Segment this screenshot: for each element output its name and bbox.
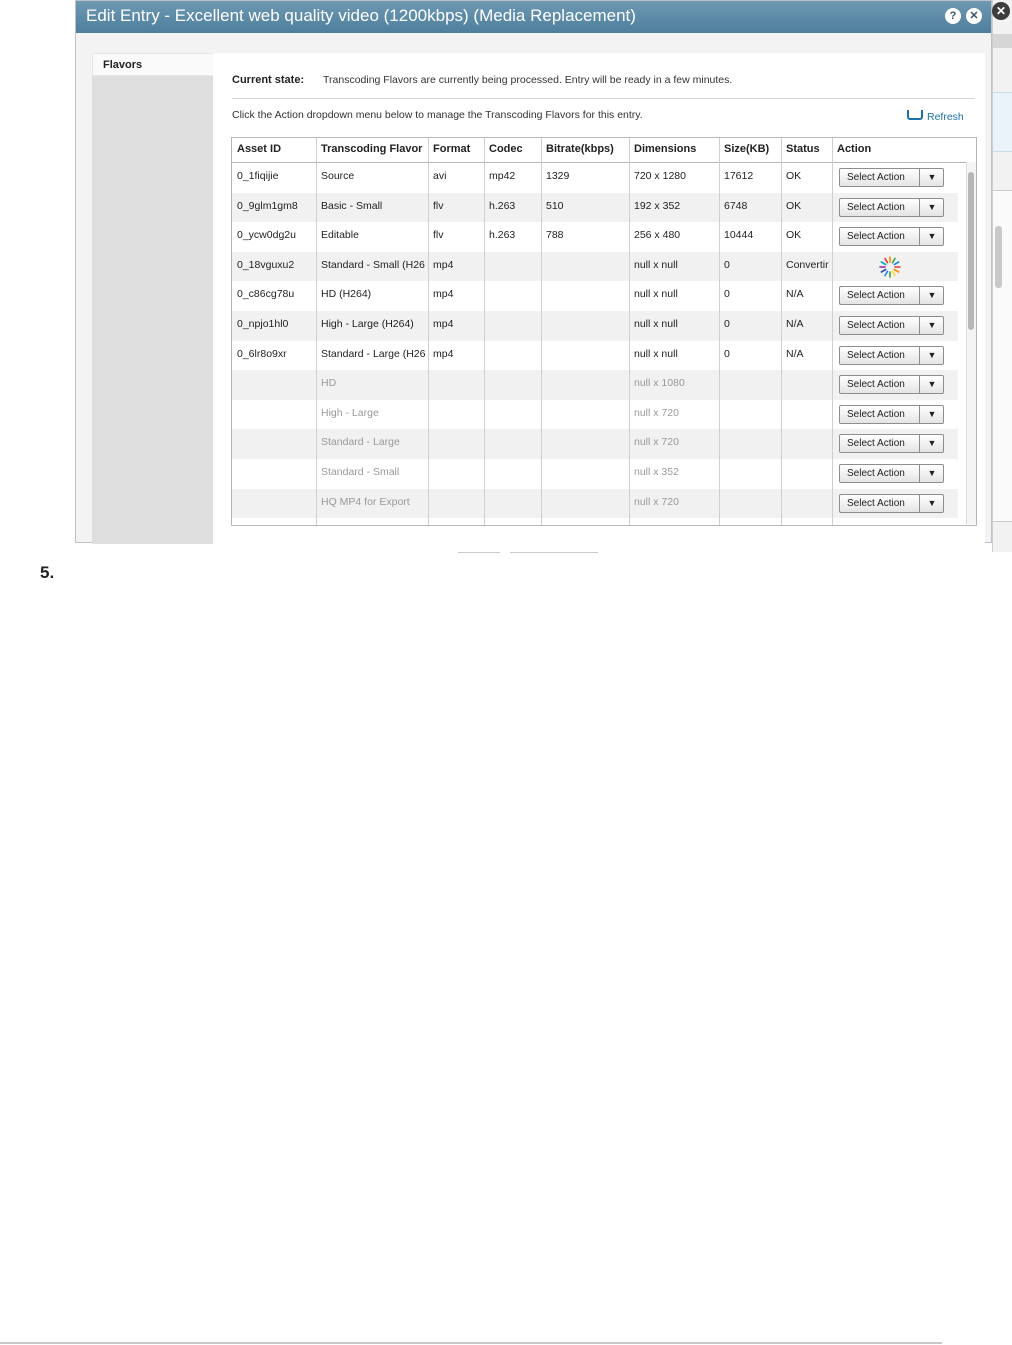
cell-asset-id: 0_6lr8o9xr — [237, 347, 287, 360]
column-header[interactable]: Status — [786, 143, 820, 155]
background-toolbar — [993, 34, 1012, 48]
cell-bitrate: 788 — [546, 229, 564, 242]
cell-asset-id: 0_18vguxu2 — [237, 258, 295, 271]
select-action-label: Select Action — [847, 349, 905, 361]
cell-codec: h.263 — [489, 229, 516, 242]
select-action-dropdown[interactable] — [839, 198, 944, 217]
current-state-text: Transcoding Flavors are currently being processed. Entry will be ready in a few minutes. — [323, 74, 733, 86]
select-action-label: Select Action — [847, 468, 905, 479]
cell-asset-id: 0_9glm1gm8 — [237, 199, 298, 212]
column-header[interactable]: Action — [837, 143, 872, 155]
cell-flavor: High - Large — [321, 406, 379, 419]
column-divider — [428, 138, 429, 525]
chevron-down-icon[interactable]: ▼ — [919, 287, 944, 304]
table-row — [232, 370, 958, 400]
cell-dimensions: null x null — [634, 258, 678, 271]
chevron-down-icon[interactable]: ▼ — [919, 406, 944, 423]
refresh-icon — [907, 110, 923, 120]
cell-status: OK — [786, 229, 802, 242]
table-row — [232, 193, 958, 223]
select-action-label: Select Action — [847, 201, 905, 213]
select-action-dropdown[interactable] — [839, 168, 944, 187]
divider — [232, 98, 975, 99]
cell-dimensions: 192 x 352 — [634, 199, 681, 212]
cell-size: 17612 — [724, 170, 754, 182]
table-row — [232, 459, 958, 489]
cell-dimensions: null x 720 — [634, 406, 679, 419]
cell-size: 10444 — [724, 229, 754, 242]
table-row — [232, 252, 958, 282]
table-row — [232, 281, 958, 311]
cell-flavor: Source — [321, 170, 355, 182]
select-action-dropdown[interactable] — [839, 346, 944, 365]
cell-size: 0 — [724, 258, 730, 271]
select-action-label: Select Action — [847, 172, 905, 183]
column-header[interactable]: Transcoding Flavor — [321, 143, 423, 155]
cell-format: flv — [433, 229, 444, 242]
dialog-sidebar — [92, 53, 213, 544]
cell-status: N/A — [786, 318, 804, 330]
table-row — [232, 163, 958, 193]
cell-flavor: HQ MP4 for Export — [321, 495, 410, 508]
background-scrollbar[interactable] — [995, 226, 1002, 288]
table-row — [232, 311, 958, 341]
chevron-down-icon[interactable]: ▼ — [919, 465, 944, 482]
refresh-link[interactable] — [907, 111, 964, 123]
edit-entry-dialog — [75, 0, 992, 543]
dialog-title: Edit Entry - Excellent web quality video (1200kbps) (Media Replacement) — [86, 6, 636, 25]
cell-dimensions: 720 x 1280 — [634, 170, 686, 182]
flavors-panel — [213, 53, 985, 544]
cell-dimensions: null x null — [634, 347, 678, 360]
cell-dimensions: null x 720 — [634, 495, 679, 508]
cell-size: 0 — [724, 288, 730, 301]
select-action-label: Select Action — [847, 290, 905, 302]
background-application — [992, 0, 1012, 552]
background-close-icon[interactable]: ✕ — [992, 2, 1010, 20]
cell-flavor: HD (H264) — [321, 288, 372, 301]
chevron-down-icon[interactable]: ▼ — [919, 317, 944, 334]
cell-asset-id: 0_ycw0dg2u — [237, 229, 296, 242]
chevron-down-icon[interactable]: ▼ — [919, 199, 944, 216]
select-action-dropdown[interactable] — [839, 316, 944, 335]
cell-dimensions: null x 720 — [634, 436, 679, 449]
cell-flavor: Standard - Small (H26 — [321, 258, 425, 271]
cell-flavor: High - Large (H264) — [321, 318, 414, 330]
column-divider — [832, 138, 833, 525]
cell-flavor: Standard - Large (H26 — [321, 347, 426, 360]
step-number: 5. — [40, 563, 55, 582]
table-row — [232, 489, 958, 519]
current-state-label: Current state: — [232, 74, 305, 86]
cell-status: OK — [786, 199, 802, 212]
cell-size: 0 — [724, 318, 730, 330]
background-info-panel — [993, 92, 1012, 152]
cell-bitrate: 1329 — [546, 170, 570, 182]
close-icon[interactable]: ✕ — [966, 8, 982, 24]
column-header[interactable]: Asset ID — [237, 143, 282, 155]
cell-flavor: Editable — [321, 229, 359, 242]
help-icon[interactable]: ? — [945, 8, 961, 24]
cell-bitrate: 510 — [546, 199, 564, 212]
select-action-dropdown[interactable] — [839, 464, 944, 483]
select-action-label: Select Action — [847, 379, 905, 391]
cell-flavor: Standard - Small — [321, 466, 400, 478]
page-divider — [0, 1342, 942, 1344]
select-action-dropdown[interactable] — [839, 375, 944, 394]
select-action-dropdown[interactable] — [839, 227, 944, 246]
column-divider — [781, 138, 782, 525]
column-divider — [629, 138, 630, 525]
column-header[interactable]: Bitrate(kbps) — [546, 143, 614, 155]
cell-format: mp4 — [433, 347, 454, 360]
chevron-down-icon[interactable]: ▼ — [919, 495, 944, 512]
table-row — [232, 400, 958, 430]
spinner-icon — [878, 255, 902, 279]
cell-format: mp4 — [433, 258, 454, 271]
select-action-dropdown[interactable] — [839, 286, 944, 305]
cell-size: 0 — [724, 347, 730, 360]
cell-status: N/A — [786, 347, 804, 360]
column-divider — [316, 138, 317, 525]
select-action-label: Select Action — [847, 231, 905, 243]
cell-status: N/A — [786, 288, 804, 301]
cell-asset-id: 0_c86cg78u — [237, 288, 295, 301]
select-action-dropdown[interactable] — [839, 494, 944, 513]
chevron-down-icon[interactable]: ▼ — [919, 169, 944, 186]
chevron-down-icon[interactable]: ▼ — [919, 435, 944, 452]
select-action-label: Select Action — [847, 408, 905, 420]
table-row — [232, 341, 958, 371]
table-header — [232, 138, 976, 163]
select-action-dropdown[interactable] — [839, 434, 944, 453]
chevron-down-icon[interactable]: ▼ — [919, 347, 944, 364]
dialog-footer-remnant — [458, 552, 598, 553]
select-action-label: Select Action — [847, 438, 905, 450]
select-action-dropdown[interactable] — [839, 405, 944, 424]
table-row — [232, 429, 958, 459]
chevron-down-icon[interactable]: ▼ — [919, 228, 944, 245]
cell-dimensions: null x 352 — [634, 466, 679, 478]
cell-status: Convertir — [786, 258, 829, 271]
column-header[interactable]: Dimensions — [634, 143, 697, 155]
table-scrollbar[interactable] — [966, 162, 976, 524]
cell-codec: h.263 — [489, 199, 516, 212]
flavors-table — [231, 137, 977, 526]
instructions-text: Click the Action dropdown menu below to manage the Transcoding Flavors for this entry. — [232, 109, 643, 121]
chevron-down-icon[interactable]: ▼ — [919, 376, 944, 393]
select-action-label: Select Action — [847, 320, 905, 331]
cell-dimensions: 256 x 480 — [634, 229, 681, 242]
cell-codec: mp42 — [489, 170, 516, 182]
cell-format: flv — [433, 199, 444, 212]
select-action-label: Select Action — [847, 497, 905, 509]
cell-flavor: Standard - Large — [321, 436, 400, 449]
cell-dimensions: null x null — [634, 318, 678, 330]
tab-flavors[interactable]: Flavors — [92, 53, 213, 76]
cell-flavor: Basic - Small — [321, 199, 383, 212]
cell-status: OK — [786, 170, 802, 182]
cell-format: avi — [433, 170, 447, 182]
cell-format: mp4 — [433, 288, 454, 301]
cell-flavor: HD — [321, 377, 337, 390]
table-row — [232, 222, 958, 252]
column-divider — [484, 138, 485, 525]
cell-asset-id: 0_1fiqijie — [237, 170, 279, 182]
column-header[interactable]: Codec — [489, 143, 523, 155]
cell-format: mp4 — [433, 318, 454, 330]
cell-dimensions: null x null — [634, 288, 678, 301]
column-header[interactable]: Size(KB) — [724, 143, 770, 155]
scrollbar-thumb[interactable] — [968, 172, 974, 330]
cell-dimensions: null x 1080 — [634, 377, 685, 390]
refresh-label: Refresh — [927, 111, 964, 123]
cell-size: 6748 — [724, 199, 748, 212]
dialog-titlebar — [76, 1, 991, 33]
column-header[interactable]: Format — [433, 143, 471, 155]
column-divider — [541, 138, 542, 525]
cell-asset-id: 0_npjo1hl0 — [237, 318, 289, 330]
column-divider — [719, 138, 720, 525]
